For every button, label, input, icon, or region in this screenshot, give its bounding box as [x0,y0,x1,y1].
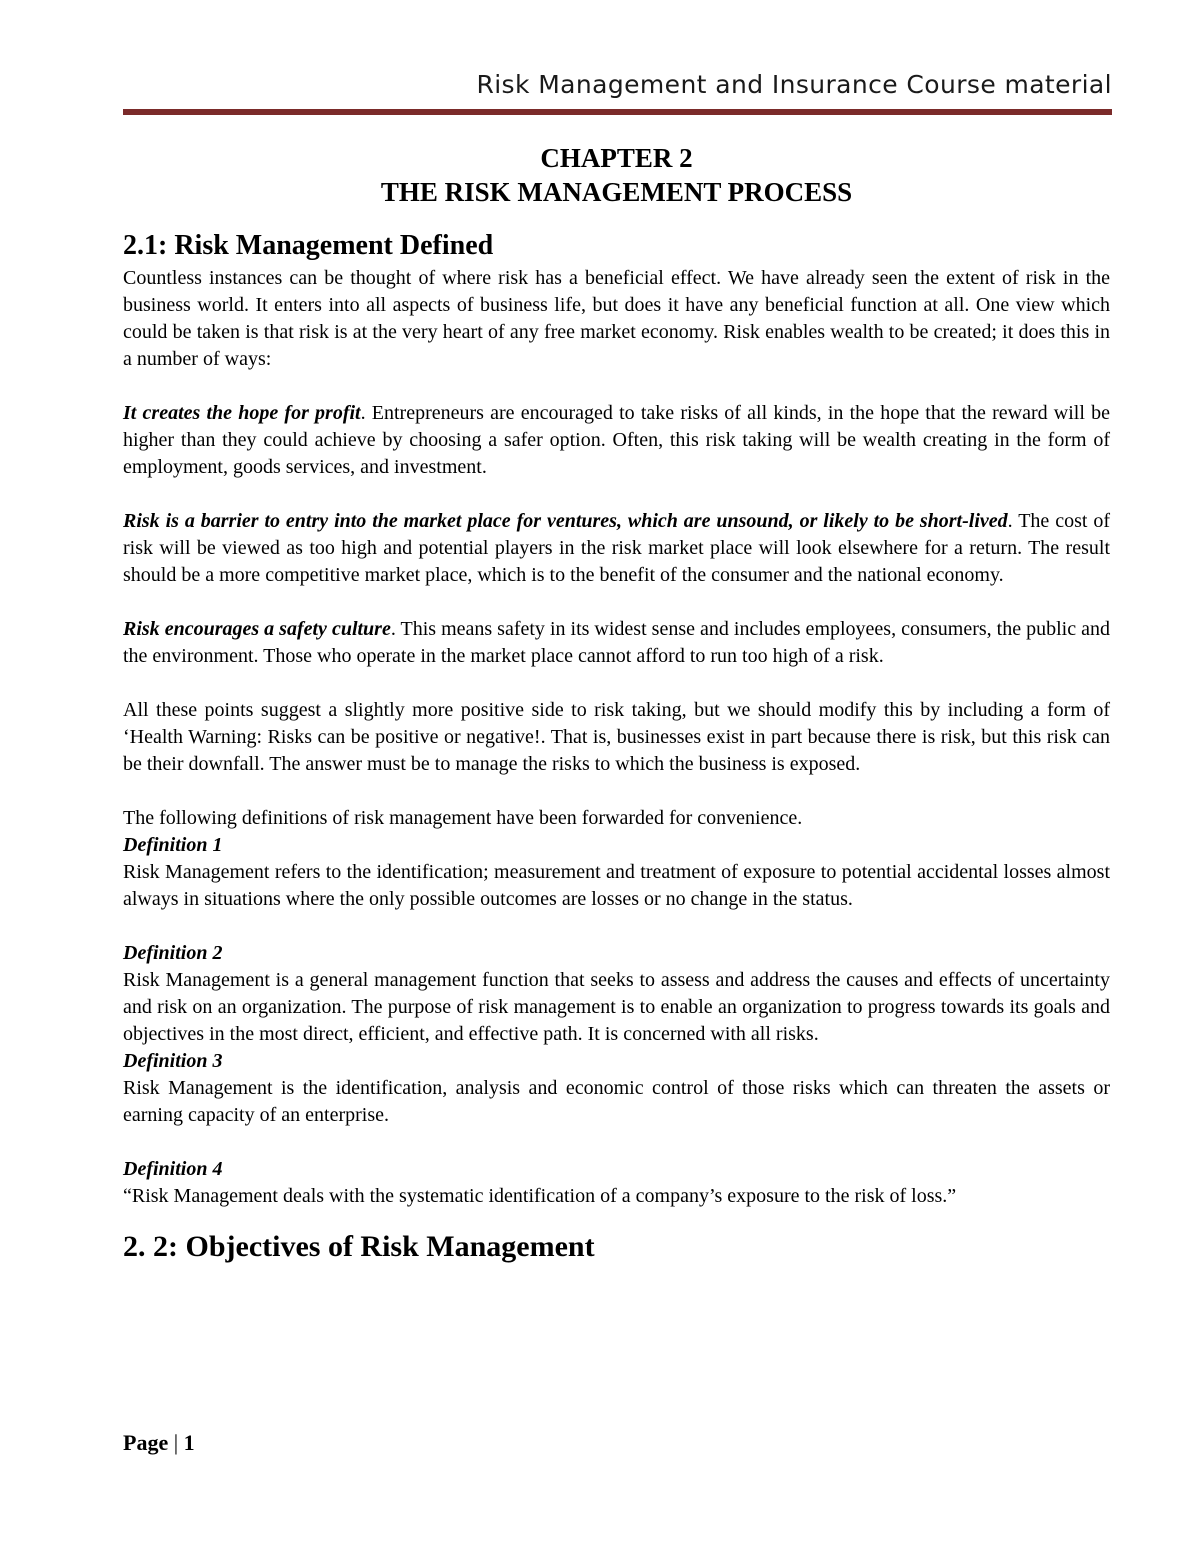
point-barrier-lead: Risk is a barrier to entry into the market place for ventures, which are unsound, or likely to be short-lived [123,510,1008,532]
point-safety-text: . This means safety in its widest sense and includes employees, consumers, the public and the environment. Those who operate in the market place cannot afford to run too high of a risk. [123,618,1110,667]
point-barrier [123,508,1110,589]
page-separator: | [173,1430,179,1455]
page-label: Page [123,1430,169,1455]
definition-3-title: Definition 3 [123,1050,223,1072]
page-content [123,141,1110,1266]
definition-2-title: Definition 2 [123,942,223,964]
section-heading-2-1: 2.1: Risk Management Defined [123,230,494,261]
chapter-title: THE RISK MANAGEMENT PROCESS [380,177,853,207]
section-heading-2-2: 2. 2: Objectives of Risk Management [123,1230,595,1263]
point-profit [123,400,1110,481]
definition-4-text: “Risk Management deals with the systematic identification of a company’s exposure to the risk of loss.” [123,1185,957,1207]
point-profit-text: . Entrepreneurs are encouraged to take risks of all kinds, in the hope that the reward will be higher than they could achieve by choosing a safer option. Often, this risk taking will be wealth creating in the form of employment, goods services, and investment. [123,402,1110,478]
definition-2-text: Risk Management is a general management function that seeks to assess and address the causes and effects of uncertainty and risk on an organization. The purpose of risk management is to enable an organization to progress towards its goals and objectives in the most direct, efficient, and effective path. It is concerned with all risks. [123,969,1110,1045]
point-safety-lead: Risk encourages a safety culture [123,618,391,640]
running-header: Risk Management and Insurance Course material [476,70,1112,99]
definition-1-title: Definition 1 [123,834,223,856]
point-profit-lead: It creates the hope for profit [123,402,361,424]
page-number-footer [123,1430,195,1456]
header-rule [123,109,1112,115]
page-number: 1 [183,1430,195,1455]
point-safety [123,616,1110,670]
definition-3-text: Risk Management is the identification, analysis and economic control of those risks which can threaten the assets or earning capacity of an enterprise. [123,1077,1110,1126]
point-barrier-text: . The cost of risk will be viewed as too high and potential players in the risk market place will look elsewhere for a return. The result should be a more competitive market place, which is to the benefit of the consumer and the national economy. [123,510,1111,586]
intro-paragraph: Countless instances can be thought of where risk has a beneficial effect. We have already seen the extent of risk in the business world. It enters into all aspects of business life, but does it have any beneficial function at all. One view which could be taken is that risk is at the very heart of any free market economy. Risk enables wealth to be created; it does this in a number of ways: [123,267,1110,370]
chapter-number: CHAPTER 2 [540,143,693,173]
definition-4-title: Definition 4 [123,1158,223,1180]
definitions-intro: The following definitions of risk management have been forwarded for convenience. [123,807,803,829]
summary-paragraph: All these points suggest a slightly more positive side to risk taking, but we should modify this by including a form of ‘Health Warning: Risks can be positive or negative!. That is, businesses exist in part because there is risk, but this risk can be their downfall. The answer must be to manage the risks to which the business is exposed. [123,699,1110,775]
definition-1-text: Risk Management refers to the identification; measurement and treatment of exposure to potential accidental losses almost always in situations where the only possible outcomes are losses or no change in the status. [123,861,1110,910]
